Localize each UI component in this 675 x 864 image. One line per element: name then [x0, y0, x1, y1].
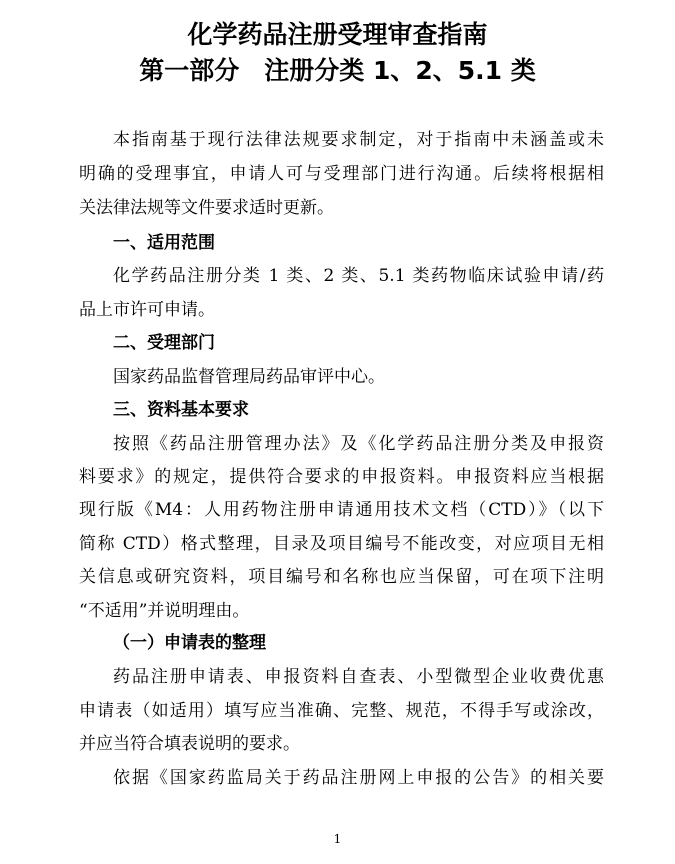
paragraph-line: “不适用”并说明理由。 — [79, 601, 250, 621]
paragraph-line: 品上市许可申请。 — [79, 300, 215, 320]
document-title: 化学药品注册受理审查指南 — [187, 20, 488, 49]
subsection-heading: （一）申请表的整理 — [113, 633, 266, 653]
section-heading: 二、受理部门 — [113, 333, 215, 353]
paragraph-line: 按照《药品注册管理办法》及《化学药品注册分类及申报资 — [113, 434, 604, 454]
paragraph-line: 申请表（如适用）填写应当准确、完整、规范，不得手写或涂改， — [79, 701, 604, 721]
paragraph-line: 明确的受理事宜，申请人可与受理部门进行沟通。后续将根据相 — [79, 164, 604, 184]
paragraph-line: 料要求》的规定，提供符合要求的申报资料。申报资料应当根据 — [79, 467, 604, 487]
paragraph-line: 国家药品监督管理局药品审评中心。 — [113, 367, 385, 387]
page-number: 1 — [333, 832, 342, 846]
section-heading: 三、资料基本要求 — [113, 400, 249, 420]
paragraph-line: 依据《国家药监局关于药品注册网上申报的公告》的相关要 — [113, 768, 604, 788]
paragraph-line: 药品注册申请表、申报资料自查表、小型微型企业收费优惠 — [113, 667, 604, 687]
paragraph-line: 并应当符合填表说明的要求。 — [79, 734, 300, 754]
paragraph-line: 关法律法规等文件要求适时更新。 — [79, 198, 334, 218]
paragraph-line: 现行版《M4：人用药物注册申请通用技术文档（CTD）》（以下 — [79, 500, 604, 520]
paragraph-line: 关信息或研究资料，项目编号和名称也应当保留，可在项下注明 — [79, 567, 604, 587]
paragraph-line: 本指南基于现行法律法规要求制定，对于指南中未涵盖或未 — [113, 130, 604, 150]
document-subtitle: 第一部分 注册分类 1、2、5.1 类 — [139, 56, 536, 85]
paragraph-line: 简称 CTD）格式整理，目录及项目编号不能改变，对应项目无相 — [79, 534, 604, 554]
paragraph-line: 化学药品注册分类 1 类、2 类、5.1 类药物临床试验申请/药 — [113, 266, 604, 286]
section-heading: 一、适用范围 — [113, 233, 215, 253]
